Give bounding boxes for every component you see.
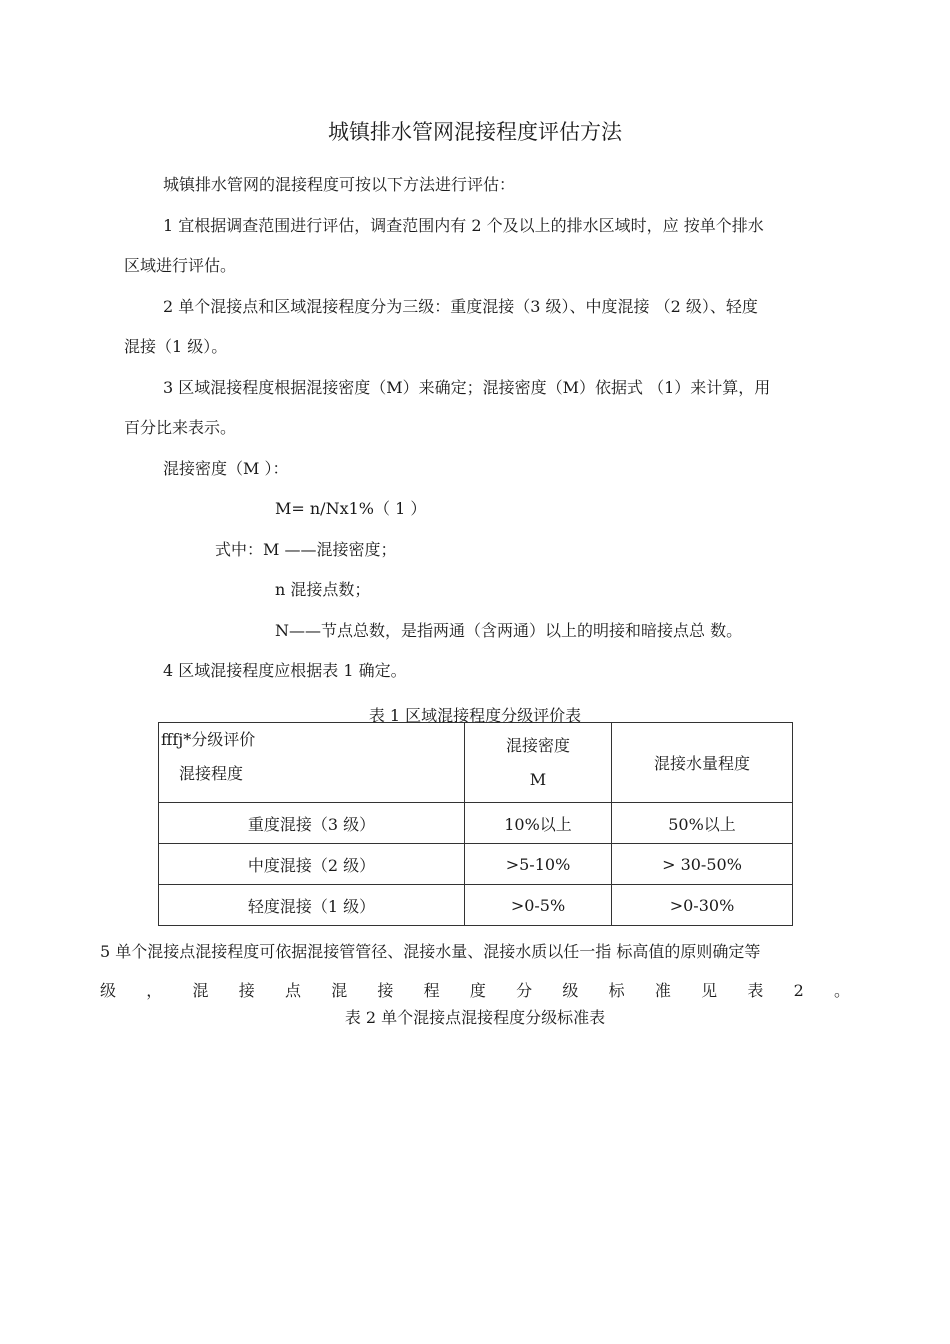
header-diag-top: fffj*分级评价 [161,730,256,749]
where-n-definition: n 混接点数； [275,580,371,599]
density-label: 混接密度（M ）： [163,459,289,478]
header-density-cell [465,723,612,803]
intro-paragraph: 城镇排水管网的混接程度可按以下方法进行评估： [163,175,516,194]
table-1-caption: 表 1 区域混接程度分级评价表 [368,706,582,725]
table-cell-grade: 轻度混接（1 级） [159,885,465,926]
table-header-row [159,723,793,803]
page-title: 城镇排水管网混接程度评估方法 [328,120,622,144]
clause-3-line-1: 3 区域混接程度根据混接密度（M）来确定；混接密度（M）依据式 （1）来计算，用 [163,378,771,397]
table-cell-density: >0-5% [465,885,612,926]
header-diagonal-cell [159,723,465,803]
table-row [159,803,793,844]
table-cell-volume: 50%以上 [612,803,793,844]
table-row [159,885,793,926]
table-cell-density: 10%以上 [465,803,612,844]
clause-5-line-1: 5 单个混接点混接程度可依据混接管管径、混接水量、混接水质以任一指 标高值的原则确定等 [100,942,761,961]
where-m-definition: 式中：M ——混接密度； [215,540,397,559]
clause-2-line-2: 混接（1 级）。 [124,337,228,356]
header-water-volume-cell: 混接水量程度 [612,723,793,803]
formula: M= n/Nx1%（ 1 ） [275,499,427,518]
clause-3-line-2: 百分比来表示。 [124,418,237,437]
table-2-caption: 表 2 单个混接点混接程度分级标准表 [344,1008,606,1027]
clause-1-line-1: 1 宜根据调查范围进行评估，调查范围内有 2 个及以上的排水区域时，应 按单个排水 [163,216,764,235]
clause-2-line-1: 2 单个混接点和区域混接程度分为三级：重度混接（3 级）、中度混接 （2 级）、轻度 [163,297,758,316]
header-diag-bottom: 混接程度 [179,764,244,783]
table-cell-density: >5-10% [465,844,612,885]
where-N-definition: N——节点总数，是指两通（含两通）以上的明接和暗接点总 数。 [275,621,743,640]
table-1-grade-evaluation [158,722,793,926]
header-density-label: 混接密度 [505,735,570,755]
table-cell-grade: 中度混接（2 级） [159,844,465,885]
table-row [159,844,793,885]
table-cell-volume: > 30-50% [612,844,793,885]
clause-5-line-2: 级，混接点混接程度分级标准见表2。 [100,981,850,1000]
clause-4: 4 区域混接程度应根据表 1 确定。 [163,661,407,680]
table-cell-grade: 重度混接（3 级） [159,803,465,844]
table-cell-volume: >0-30% [612,885,793,926]
clause-1-line-2: 区域进行评估。 [124,256,237,275]
header-density-symbol: M [529,769,547,789]
